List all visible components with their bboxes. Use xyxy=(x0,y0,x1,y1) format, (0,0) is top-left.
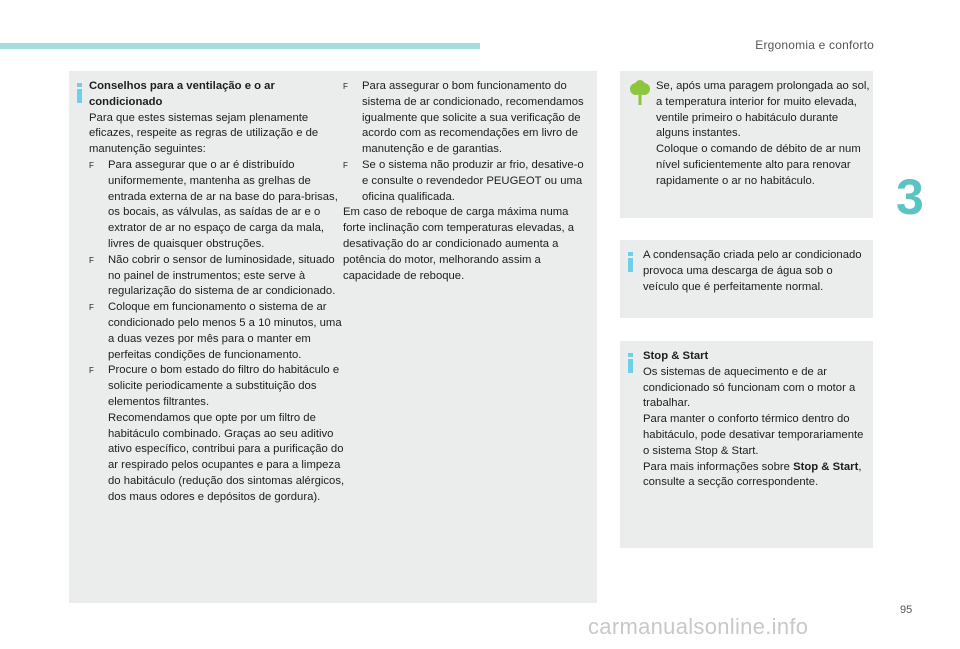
section-title: Ergonomia e conforto xyxy=(755,38,874,52)
eco-tip-text xyxy=(656,79,870,190)
watermark: carmanualsonline.info xyxy=(588,614,809,639)
condensation-text xyxy=(643,248,869,295)
eco-tip-paragraph-1: Se, após uma paragem prolongada ao sol, a temperatura interior for muito elevada, ventile primeiro o habitáculo durante alguns instantes. xyxy=(656,80,870,140)
info-icon xyxy=(628,353,633,373)
square-bullet-icon: F xyxy=(89,255,94,265)
tree-icon xyxy=(627,80,653,106)
info-icon xyxy=(628,252,633,272)
advice-column-1 xyxy=(89,79,345,506)
stop-start-text-post: , consulte a secção correspondente. xyxy=(643,460,862,489)
list-item-text: Coloque em funcionamento o sistema de ar condicionado pelo menos 5 a 10 minutos, uma a duas vezes por mês para o manter em perfeitas condições de funcionamento. xyxy=(108,301,342,361)
list-item-continuation: Recomendamos que opte por um filtro de habitáculo combinado. Graças ao seu aditivo ativo específico, contribui para a purificação do ar respirado pelos ocupantes e para a limpeza do habitáculo (redução dos sintomas alérgicos, dos maus odores e depósitos de gordura). xyxy=(108,411,345,503)
list-item xyxy=(89,363,345,410)
stop-start-title: Stop & Start xyxy=(643,350,709,362)
stop-start-text xyxy=(643,349,869,491)
stop-start-text-pre: Para mais informações sobre xyxy=(643,460,794,473)
stop-start-paragraph-3 xyxy=(643,460,869,492)
list-item xyxy=(343,158,591,205)
chapter-number: 3 xyxy=(896,169,924,225)
list-item xyxy=(343,79,591,158)
square-bullet-icon: F xyxy=(343,82,348,91)
list-item xyxy=(89,158,345,253)
list-item xyxy=(89,300,345,363)
header-accent-bar xyxy=(0,43,480,49)
eco-tip-paragraph-2: Coloque o comando de débito de ar num nível suficientemente alto para renovar rapidamente o ar no habitáculo. xyxy=(656,143,861,187)
square-bullet-icon: F xyxy=(343,160,348,170)
advice-title: Conselhos para a ventilação e o ar condicionado xyxy=(89,80,275,108)
stop-start-paragraph-2: Para manter o conforto térmico dentro do habitáculo, pode desativar temporariamente o sistema Stop & Start. xyxy=(643,413,864,457)
info-icon xyxy=(77,83,82,103)
square-bullet-icon: F xyxy=(89,303,94,313)
condensation-paragraph: A condensação criada pelo ar condicionado provoca uma descarga de água sob o veículo que é perfeitamente normal. xyxy=(643,249,862,293)
list-item-text: Não cobrir o sensor de luminosidade, situado no painel de instrumentos; este serve à regularização do sistema de ar condicionado. xyxy=(108,253,336,298)
page-number: 95 xyxy=(900,604,913,616)
list-item-text: Para assegurar que o ar é distribuído uniformemente, mantenha as grelhas de entrada externa de ar na base do para-brisas, os bocais, as válvulas, as saídas de ar e o extrator de ar no espaço de carga da mala, livres de quaisquer obstruções. xyxy=(108,158,338,250)
list-item xyxy=(89,253,345,300)
advice-intro: Para que estes sistemas sejam plenamente eficazes, respeite as regras de utilização e de manutenção seguintes: xyxy=(89,111,319,156)
square-bullet-icon: F xyxy=(89,160,94,170)
square-bullet-icon: F xyxy=(89,366,94,376)
list-item-text: Para assegurar o bom funcionamento do sistema de ar condicionado, recomendamos igualmente que solicite a sua verificação de acordo com as recomendações em livro de manutenção e de garantias. xyxy=(362,80,584,156)
towing-note: Em caso de reboque de carga máxima numa forte inclinação com temperaturas elevadas, a desativação do ar condicionado aumenta a potência do motor, melhorando assim a capacidade de reboque. xyxy=(343,206,575,282)
stop-start-link-text: Stop & Start xyxy=(793,460,859,473)
list-item-text: Procure o bom estado do filtro do habitáculo e solicite periodicamente a substituição dos elementos filtrantes. xyxy=(108,364,340,408)
stop-start-paragraph-1: Os sistemas de aquecimento e de ar condicionado só funcionam com o motor a trabalhar. xyxy=(643,365,856,410)
list-item-text: Se o sistema não produzir ar frio, desative-o e consulte o revendedor PEUGEOT ou uma oficina qualificada. xyxy=(362,158,584,203)
advice-column-2 xyxy=(343,79,591,284)
